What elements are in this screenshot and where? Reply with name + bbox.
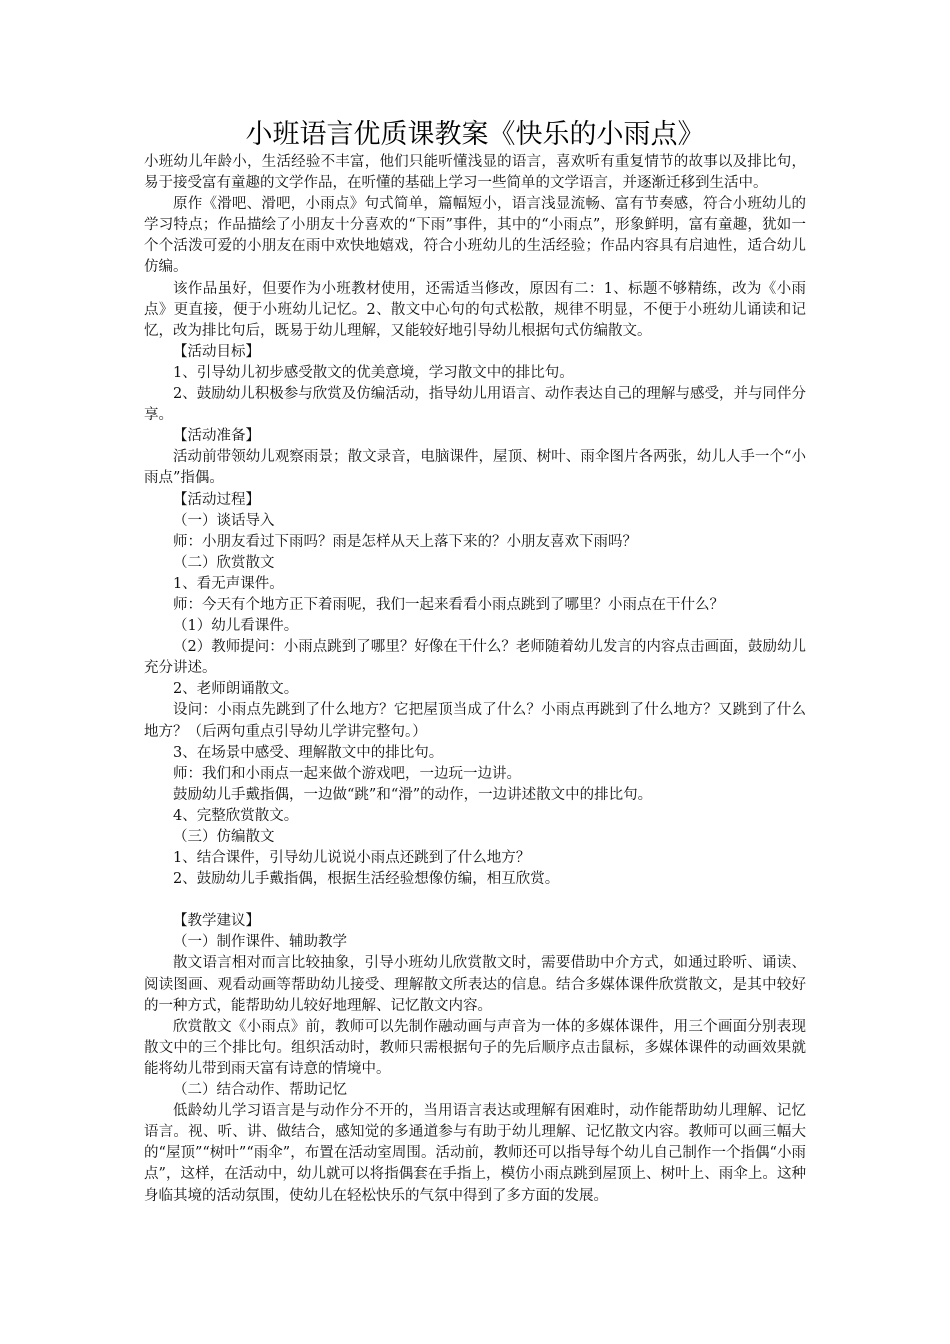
paragraph: （二）结合动作、帮助记忆 [173,1082,347,1099]
paragraph: （1）幼儿看课件。 [173,618,299,635]
paragraph: 设问：小雨点先跳到了什么地方？它把屋顶当成了什么？小雨点再跳到了什么地方？又跳到了什么地方？（后两句重点引导幼儿学讲完整句。） [144,702,806,740]
paragraph: 1、结合课件，引导幼儿说说小雨点还跳到了什么地方？ [173,850,531,867]
paragraph: （三）仿编散文 [173,829,275,845]
paragraph: 低龄幼儿学习语言是与动作分不开的，当用语言表达或理解有困难时，动作能帮助幼儿理解、记忆语言。视、听、讲、做结合，感知觉的多通道参与有助于幼儿理解、记忆散文内容。教师可以画三幅大的“屋顶”“树叶”“雨伞”，布置在活动室周围。活动前，教师还可以指导每个幼儿自己制作一个指偶“小雨点”，这样，在活动中，幼儿就可以将指偶套在手指上，模仿小雨点跳到屋顶上、树叶上、雨伞上。这种身临其境的活动氛围，使幼儿在轻松快乐的气氛中得到了多方面的发展。 [144,1103,806,1204]
paragraph: 欣赏散文《小雨点》前，教师可以先制作融动画与声音为一体的多媒体课件，用三个画面分别表现散文中的三个排比句。组织活动时，教师只需根据句子的先后顺序点击鼠标，多媒体课件的动画效果就能将幼儿带到雨天富有诗意的情境中。 [144,1018,806,1077]
paragraph: 该作品虽好，但要作为小班教材使用，还需适当修改，原因有二：1、标题不够精练，改为《小雨点》更直接，便于小班幼儿记忆。2、散文中心句的句式松散，规律不明显，不便于小班幼儿诵读和记忆，改为排比句后，既易于幼儿理解，又能较好地引导幼儿根据句式仿编散文。 [144,280,806,339]
paragraph: （二）欣赏散文 [173,554,275,571]
paragraph: 【活动过程】 [173,491,260,508]
paragraph: （2）教师提问：小雨点跳到了哪里？好像在干什么？老师随着幼儿发言的内容点击画面，鼓励幼儿充分讲述。 [144,639,806,677]
document-body [144,152,806,1207]
paragraph: 2、老师朗诵散文。 [173,681,299,698]
paragraph: 散文语言相对而言比较抽象，引导小班幼儿欣赏散文时，需要借助中介方式，如通过聆听、诵读、阅读图画、观看动画等帮助幼儿接受、理解散文所表达的信息。结合多媒体课件欣赏散文，是其中较好的一种方式，能帮助幼儿较好地理解、记忆散文内容。 [144,955,806,1014]
paragraph: 小班幼儿年龄小，生活经验不丰富，他们只能听懂浅显的语言，喜欢听有重复情节的故事以及排比句，易于接受富有童趣的文学作品，在听懂的基础上学习一些简单的文学语言，并逐渐迁移到生活中。 [144,154,806,192]
paragraph: 【活动准备】 [173,428,260,445]
paragraph: 1、看无声课件。 [173,575,284,592]
paragraph: 4、完整欣赏散文。 [173,807,299,824]
document-title: 小班语言优质课教案《快乐的小雨点》 [245,119,705,150]
paragraph: 师：我们和小雨点一起来做个游戏吧，一边玩一边讲。 [173,765,521,782]
paragraph: 鼓励幼儿手戴指偶，一边做“跳”和“滑”的动作，一边讲述散文中的排比句。 [173,786,653,803]
paragraph: 【教学建议】 [173,913,260,930]
paragraph: 【活动目标】 [173,343,260,360]
paragraph: 3、在场景中感受、理解散文中的排比句。 [173,744,444,761]
paragraph: 1、引导幼儿初步感受散文的优美意境，学习散文中的排比句。 [173,364,574,381]
paragraph: 2、鼓励幼儿手戴指偶，根据生活经验想像仿编，相互欣赏。 [173,871,560,888]
paragraph: （一）谈话导入 [173,512,275,529]
paragraph: 原作《滑吧、滑吧，小雨点》句式简单，篇幅短小，语言浅显流畅、富有节奏感，符合小班幼儿的学习特点；作品描绘了小朋友十分喜欢的“下雨”事件，其中的“小雨点”，形象鲜明，富有童趣，犹如一个个活泼可爱的小朋友在雨中欢快地嬉戏，符合小班幼儿的生活经验；作品内容具有启迪性，适合幼儿仿编。 [144,196,806,276]
paragraph: 师：今天有个地方正下着雨呢，我们一起来看看小雨点跳到了哪里？小雨点在干什么？ [173,596,724,613]
paragraph: （一）制作课件、辅助教学 [173,934,347,951]
paragraph: 师：小朋友看过下雨吗？雨是怎样从天上落下来的？小朋友喜欢下雨吗？ [173,533,637,550]
blank-line [144,890,806,911]
paragraph: 2、鼓励幼儿积极参与欣赏及仿编活动，指导幼儿用语言、动作表达自己的理解与感受，并与同伴分享。 [144,386,806,424]
paragraph: 活动前带领幼儿观察雨景；散文录音，电脑课件，屋顶、树叶、雨伞图片各两张，幼儿人手一个“小雨点”指偶。 [144,449,806,487]
